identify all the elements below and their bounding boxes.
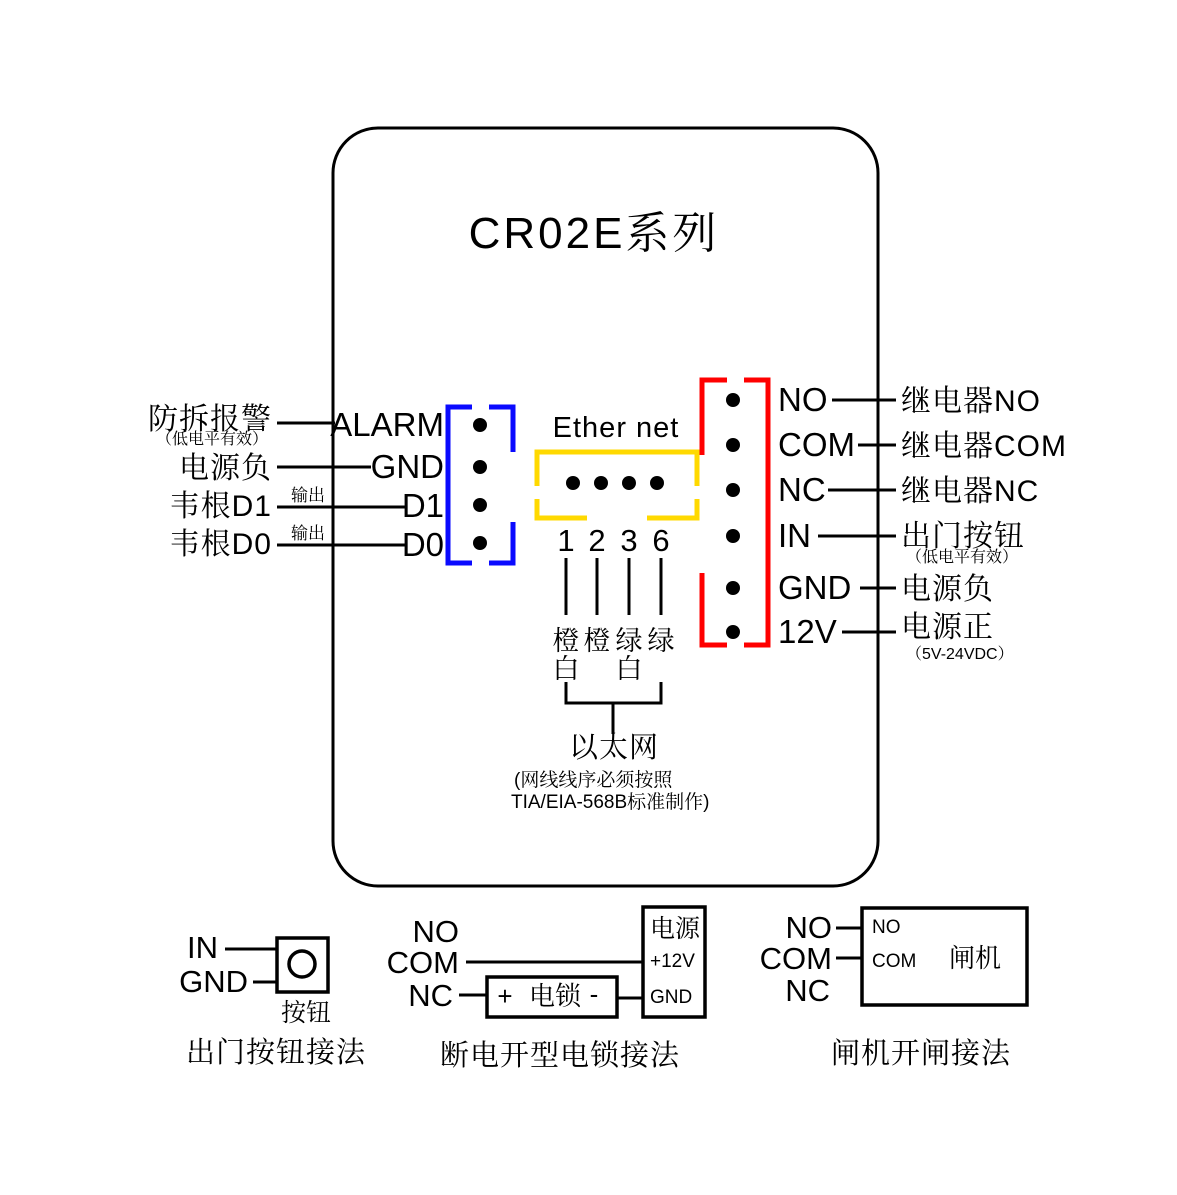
pin-dot-no xyxy=(726,393,740,407)
label-power-negative-left: 电源负 xyxy=(179,452,272,485)
pin-dot-eth6 xyxy=(650,476,664,490)
device-title: CR02E系列 xyxy=(468,209,720,258)
exit-terminal-in: IN xyxy=(187,930,218,965)
label-power-negative-right: 电源负 xyxy=(901,573,994,606)
button-box-label: 按钮 xyxy=(280,999,332,1027)
wire-color-1a: 橙 xyxy=(552,626,580,656)
lock-plus: + xyxy=(497,981,513,1011)
pin-gnd-left: GND xyxy=(370,448,444,485)
label-wiegand-d1: 韦根D1 xyxy=(169,490,272,523)
eth-pin-1: 1 xyxy=(557,523,575,558)
label-exit-button-note: （低电平有效） xyxy=(906,549,1019,566)
eth-pin-3: 3 xyxy=(620,523,638,558)
ethernet-title: Ether net xyxy=(552,412,680,444)
wire-color-2: 橙 xyxy=(583,626,611,656)
lock-caption: 断电开型电锁接法 xyxy=(439,1040,681,1072)
eth-pin-6: 6 xyxy=(652,523,670,558)
wire-color-3a: 绿 xyxy=(615,626,643,656)
gate-terminal-com: COM xyxy=(759,941,832,976)
gate-terminal-no: NO xyxy=(785,910,832,945)
label-power-positive-note: （5V-24VDC） xyxy=(906,646,1014,663)
pin-dot-eth2 xyxy=(594,476,608,490)
gate-box-label: 闸机 xyxy=(948,943,1002,973)
pin-dot-com xyxy=(726,438,740,452)
wire-note-output-d1: 输出 xyxy=(291,486,325,505)
pin-dot-d1 xyxy=(473,498,487,512)
gate-caption: 闸机开闸接法 xyxy=(830,1038,1012,1070)
pin-dot-eth1 xyxy=(566,476,580,490)
gate-box-terminal-com: COM xyxy=(872,951,917,972)
pin-dot-eth3 xyxy=(622,476,636,490)
psu-terminal-gnd: GND xyxy=(650,987,693,1008)
pin-com: COM xyxy=(778,426,855,463)
label-wiegand-d0: 韦根D0 xyxy=(169,528,272,561)
ethernet-note-line1: (网线线序必须按照 xyxy=(514,770,673,791)
label-tamper-alarm: 防拆报警 xyxy=(148,403,272,436)
wire-color-3b: 白 xyxy=(615,654,643,684)
lock-box-label: 电锁 xyxy=(528,981,582,1011)
exit-button-caption: 出门按钮接法 xyxy=(185,1037,367,1069)
label-relay-no: 继电器NO xyxy=(901,385,1041,418)
label-tamper-alarm-note: （低电平有效） xyxy=(155,431,268,448)
label-power-positive: 电源正 xyxy=(901,611,994,644)
gate-terminal-nc: NC xyxy=(785,973,830,1008)
lock-terminal-no: NO xyxy=(412,914,459,949)
pin-dot-in xyxy=(726,529,740,543)
pin-12v: 12V xyxy=(778,613,837,650)
pin-nc: NC xyxy=(778,471,826,508)
lock-minus: - xyxy=(589,979,599,1009)
pin-d0: D0 xyxy=(401,526,444,563)
label-exit-button: 出门按钮 xyxy=(901,520,1025,553)
pin-dot-alarm xyxy=(473,418,487,432)
ethernet-note-line2: TIA/EIA-568B标准制作) xyxy=(511,792,710,813)
wire-color-1b: 白 xyxy=(552,654,580,684)
label-relay-nc: 继电器NC xyxy=(901,475,1040,508)
psu-title: 电源 xyxy=(649,915,701,943)
pin-dot-nc xyxy=(726,483,740,497)
pin-dot-gnd-left xyxy=(473,460,487,474)
pin-gnd-right: GND xyxy=(778,569,852,606)
pin-dot-12v xyxy=(726,625,740,639)
pin-in: IN xyxy=(778,517,811,554)
gate-box-terminal-no: NO xyxy=(872,917,901,938)
ethernet-bus-label: 以太网 xyxy=(568,732,660,764)
pin-dot-gnd-right xyxy=(726,581,740,595)
lock-terminal-com: COM xyxy=(386,945,459,980)
pin-alarm: ALARM xyxy=(330,406,444,443)
wire-note-output-d0: 输出 xyxy=(291,524,325,543)
pin-d1: D1 xyxy=(401,487,444,524)
eth-pin-2: 2 xyxy=(588,523,606,558)
exit-terminal-gnd: GND xyxy=(179,964,248,999)
pin-dot-d0 xyxy=(473,536,487,550)
lock-terminal-nc: NC xyxy=(408,978,453,1013)
psu-terminal-12v: +12V xyxy=(650,951,695,972)
pin-no: NO xyxy=(778,381,828,418)
wire-color-4: 绿 xyxy=(647,626,675,656)
label-relay-com: 继电器COM xyxy=(901,430,1067,463)
